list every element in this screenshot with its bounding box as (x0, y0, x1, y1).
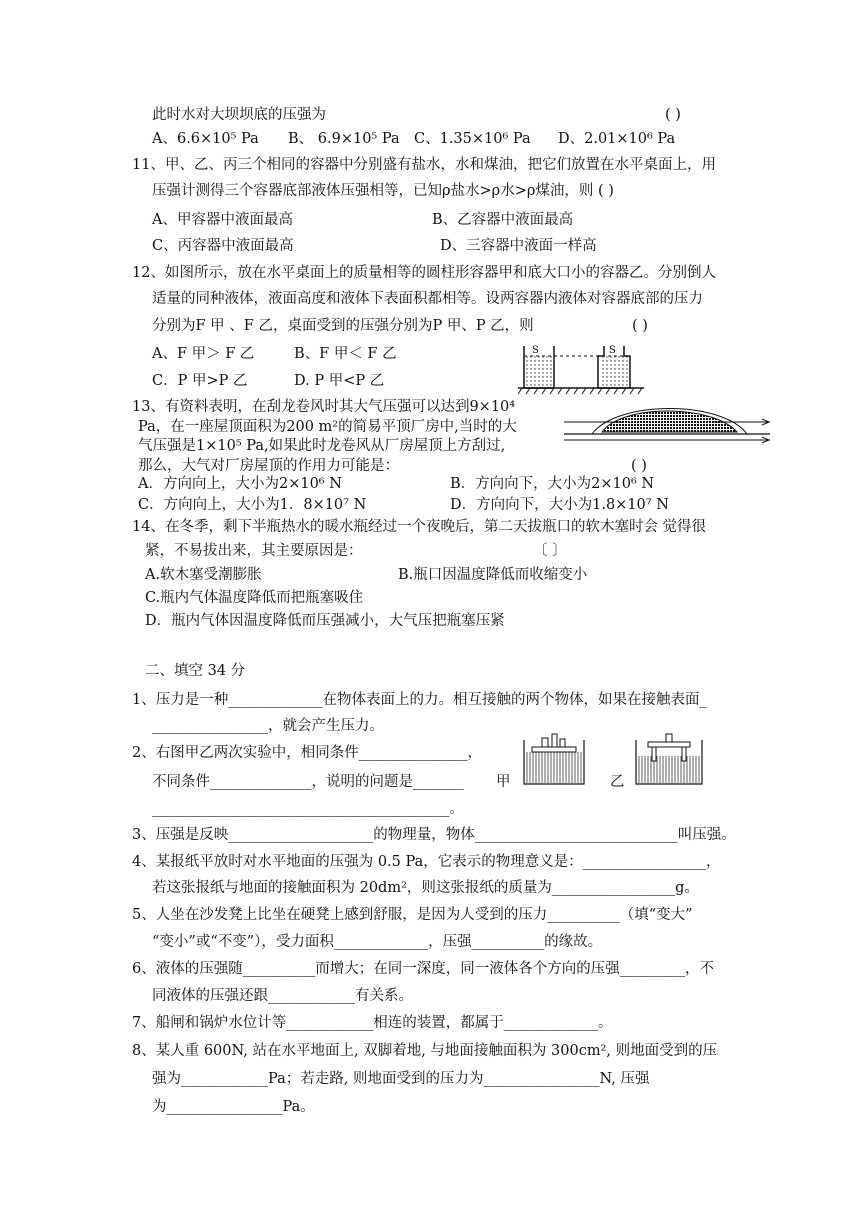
q14-option-c: C.瓶内气体温度降低而把瓶塞吸住 (145, 590, 364, 606)
fill-2-label-yi: 乙 (610, 774, 625, 790)
fill-8-line-1: 8、某人重 600N, 站在水平地面上, 双脚着地, 与地面接触面积为 300cm², 则地面受到的压 (132, 1043, 718, 1059)
q10-option-d: D、2.01×10⁶ Pa (558, 131, 676, 147)
q13-option-b: B．方向向下，大小为2×10⁶ N (450, 476, 655, 492)
q11-line-2: 压强计测得三个容器底部液体压强相等，已知ρ盐水>ρ水>ρ煤油，则 ( ) (152, 183, 614, 199)
q12-line-1: 12、如图所示，放在水平桌面上的质量相等的圆柱形容器甲和底大口小的容器乙。分别倒人 (132, 265, 716, 281)
q14-line-2: 紧，不易拔出来，其主要原因是： (145, 543, 363, 559)
q12-option-d: D. P 甲<P 乙 (294, 373, 385, 389)
q14-answer-paren: 〔 〕 (533, 543, 567, 559)
q10-option-b: B、 6.9×10⁵ Pa (288, 131, 400, 147)
q12-option-a: A、F 甲＞ F 乙 (152, 346, 255, 362)
fill-5-line-1: 5、人坐在沙发凳上比坐在硬凳上感到舒服，是因为人受到的压力__________（填“变大” (132, 907, 693, 923)
q13-option-a: A．方向向上，大小为2×10⁶ N (138, 476, 342, 492)
q10-stem: 此时水对大坝坝底的压强为 (152, 107, 326, 123)
q13-answer-paren: ( ) (631, 458, 647, 474)
q10-answer-paren: ( ) (665, 107, 681, 123)
fill-8-line-3: 为________________Pa。 (152, 1099, 315, 1115)
fill-3-line-1: 3、压强是反映____________________的物理量，物体____________________________叫压强。 (132, 827, 736, 843)
fill-1-line-2: ________________，就会产生压力。 (152, 718, 384, 734)
q13-tornado-roof-figure (562, 400, 772, 450)
q13-line-1: 13、有资料表明，在刮龙卷风时其大气压强可以达到9×10⁴ (132, 399, 516, 415)
fill-6-line-2: 同液体的压强还跟____________有关系。 (152, 988, 413, 1004)
q11-option-c: C、丙容器中液面最高 (152, 238, 294, 254)
q13-option-d: D．方向向下，大小为1.8×10⁷ N (450, 497, 669, 513)
fill-2-label-jia: 甲 (496, 774, 511, 790)
fill-2-line-2: 不同条件______________，说明的问题是_______ (152, 774, 464, 790)
fill-8-line-2: 强为____________Pa；若走路, 则地面受到的压力为________________N, 压强 (152, 1071, 650, 1087)
q10-option-a: A、6.6×10⁵ Pa (152, 131, 259, 147)
q12-option-b: B、F 甲＜ F 乙 (294, 346, 397, 362)
q11-option-d: D、三容器中液面一样高 (440, 238, 597, 254)
q12-containers-figure (518, 340, 648, 396)
q13-option-c: C．方向向上，大小为1．8×10⁷ N (138, 497, 367, 513)
fill-1-line-1: 1、压力是一种_____________在物体表面上的力。相互接触的两个物体，如果在接触表面_ (132, 692, 707, 708)
q12-option-c: C．P 甲>P 乙 (152, 373, 248, 389)
q12-line-3: 分别为F 甲 、F 乙，桌面受到的压强分别为P 甲、P 乙，则 (152, 318, 534, 334)
fill-6-line-1: 6、液体的压强随__________而增大；在同一深度，同一液体各个方向的压强_________，不 (132, 961, 714, 977)
q12-answer-paren: ( ) (632, 318, 648, 334)
fill-2-line-3: _________________________________________。 (152, 801, 464, 817)
fill-4-line-1: 4、某报纸平放时对水平地面的压强为 0.5 Pa，它表示的物理意义是：_________________， (132, 854, 721, 870)
q14-line-1: 14、在冬季，剩下半瓶热水的暖水瓶经过一个夜晚后，第二天拔瓶口的软木塞时会 觉得很 (132, 519, 707, 535)
fill-2-figure-yi (632, 730, 708, 786)
q13-line-2: Pa，在一座屋顶面积为200 m²的简易平顶厂房中,当时的大 (138, 419, 517, 435)
fill-2-figure-jia (520, 730, 590, 786)
q12-line-2: 适量的同种液体，液面高度和液体下表面积都相等。设两容器内液体对容器底部的压力 (152, 291, 703, 307)
section-2-title: 二、填空 34 分 (145, 663, 246, 679)
q11-line-1: 11、甲、乙、丙三个相同的容器中分别盛有盐水，水和煤油，把它们放置在水平桌面上，用 (132, 157, 716, 173)
q12-label-s-right: S (609, 345, 616, 356)
fill-5-line-2: “变小”或“不变”），受力面积_____________，压强__________的缘故。 (152, 934, 603, 950)
fill-7-line-1: 7、船闸和锅炉水位计等____________相连的装置，都属于_____________。 (132, 1015, 613, 1031)
q14-option-d: D．瓶内气体因温度降低而压强减小，大气压把瓶塞压紧 (145, 613, 505, 629)
q14-option-a: A.软木塞受潮膨胀 (145, 567, 262, 583)
fill-2-line-1: 2、右图甲乙两次实验中，相同条件_______________， (132, 745, 482, 761)
fill-4-line-2: 若这张报纸与地面的接触面积为 20dm²，则这张报纸的质量为_________________g。 (152, 880, 699, 896)
q11-option-b: B、乙容器中液面最高 (432, 212, 574, 228)
q10-option-c: C、1.35×10⁶ Pa (414, 131, 531, 147)
q11-option-a: A、甲容器中液面最高 (152, 212, 293, 228)
q12-label-s-left: S (532, 345, 539, 356)
q13-line-4: 那么，大气对厂房屋顶的作用力可能是： (138, 458, 399, 474)
q13-line-3: 气压强是1×10⁵ Pa,如果此时龙卷风从厂房屋顶上方刮过, (138, 438, 506, 454)
q14-option-b: B.瓶口因温度降低而收缩变小 (398, 567, 588, 583)
